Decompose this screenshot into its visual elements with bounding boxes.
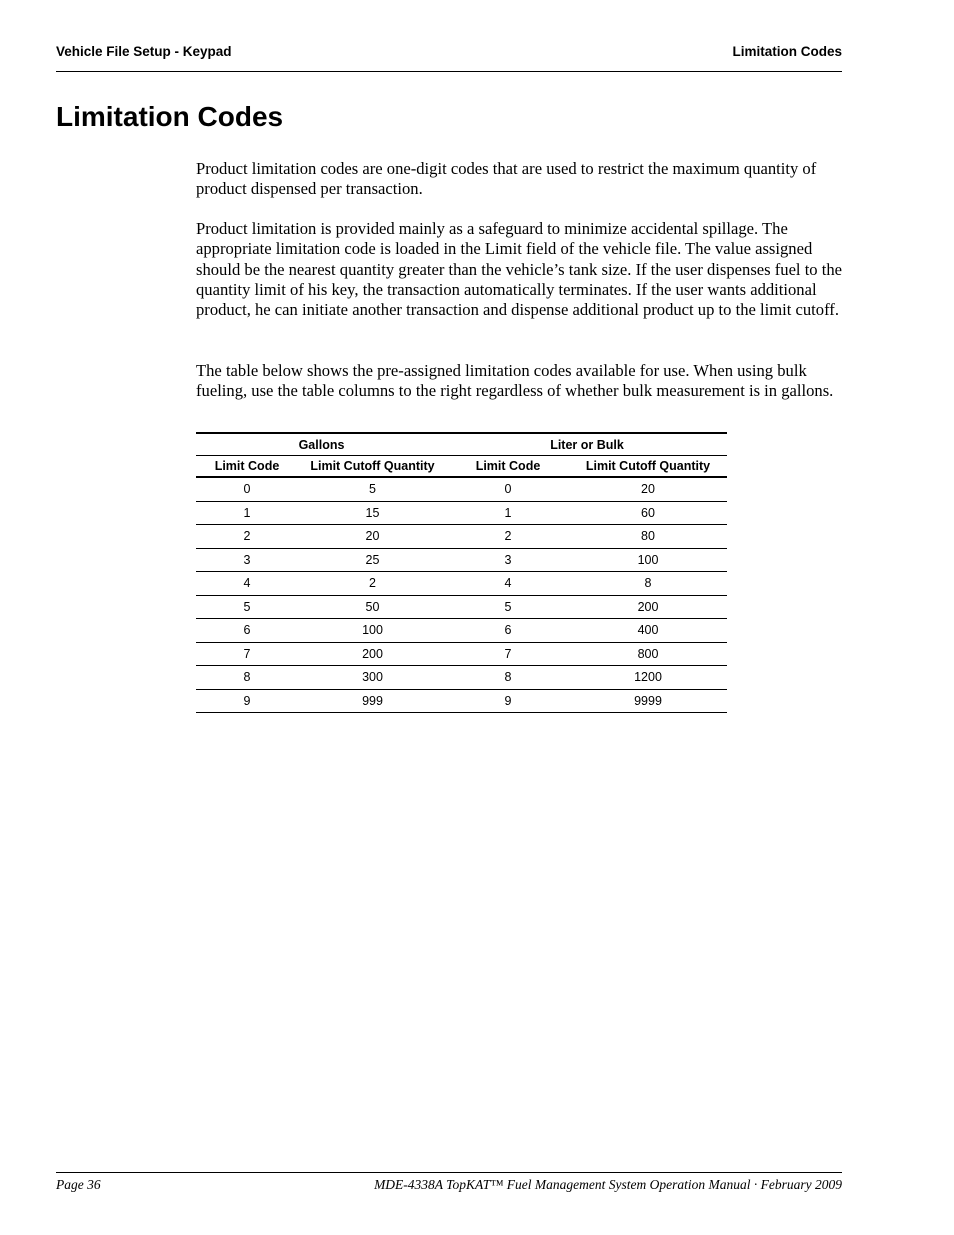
running-header [56,44,842,59]
table-row [196,525,727,549]
table-cell: 200 [569,595,727,619]
table-cell: 100 [298,619,447,643]
document-title: MDE-4338A TopKAT™ Fuel Management System Operation Manual · February 2009 [374,1177,842,1192]
table-row [196,548,727,572]
table-cell: 9 [447,689,569,713]
group-header-gallons: Gallons [196,433,447,456]
table-cell: 0 [196,477,298,501]
paragraph-table-intro: The table below shows the pre-assigned limitation codes available for use. When using bulk fueling, use the table columns to the right regardless of whether bulk measurement is in gallons. [196,361,834,401]
table-cell: 20 [569,477,727,501]
table-cell: 60 [569,501,727,525]
table-cell: 5 [298,477,447,501]
table-cell: 8 [196,666,298,690]
running-footer [56,1177,842,1193]
table-cell: 300 [298,666,447,690]
table-cell: 80 [569,525,727,549]
table-row [196,619,727,643]
table-cell: 2 [196,525,298,549]
table-cell: 1200 [569,666,727,690]
table-cell: 5 [447,595,569,619]
table-cell: 20 [298,525,447,549]
paragraph-intro: Product limitation codes are one-digit codes that are used to restrict the maximum quantity of product dispensed per transaction. [196,159,817,199]
table-cell: 800 [569,642,727,666]
table-cell: 3 [447,548,569,572]
table-group-header-row [196,433,727,456]
table-row [196,572,727,596]
paragraph-purpose: Product limitation is provided mainly as a safeguard to minimize accidental spillage. The appropriate limitation code is loaded in the Limit field of the vehicle file. The value assigned should be the nearest quantity greater than the vehicle’s tank size. If the user dispenses fuel to the quantity limit of his key, the transaction automatically terminates. If the user wants additional product, he can initiate another transaction and dispense additional product up to the limit cutoff. [196,219,843,320]
header-topic-title: Limitation Codes [732,44,842,59]
table-cell: 5 [196,595,298,619]
table-cell: 7 [196,642,298,666]
header-divider [56,71,842,72]
table-cell: 400 [569,619,727,643]
table-row [196,595,727,619]
limitation-codes-table [196,432,727,713]
column-header-gallons-cutoff: Limit Cutoff Quantity [298,456,447,478]
footer-divider [56,1172,842,1173]
table-cell: 999 [298,689,447,713]
table-cell: 100 [569,548,727,572]
table-column-header-row [196,456,727,478]
table-cell: 8 [569,572,727,596]
table-row [196,689,727,713]
column-header-liter-cutoff: Limit Cutoff Quantity [569,456,727,478]
table-cell: 9999 [569,689,727,713]
table-cell: 4 [196,572,298,596]
table-cell: 9 [196,689,298,713]
table-row [196,501,727,525]
column-header-liter-limit-code: Limit Code [447,456,569,478]
table-cell: 6 [447,619,569,643]
table-cell: 6 [196,619,298,643]
page-number: Page 36 [56,1177,101,1192]
table-cell: 2 [447,525,569,549]
group-header-liter-bulk: Liter or Bulk [447,433,727,456]
table-cell: 7 [447,642,569,666]
table-cell: 1 [196,501,298,525]
table-cell: 8 [447,666,569,690]
header-section-title: Vehicle File Setup - Keypad [56,44,232,59]
table-cell: 1 [447,501,569,525]
table-cell: 0 [447,477,569,501]
table-row [196,642,727,666]
column-header-gallons-limit-code: Limit Code [196,456,298,478]
table-cell: 4 [447,572,569,596]
table-cell: 2 [298,572,447,596]
table-row [196,666,727,690]
table-cell: 15 [298,501,447,525]
table-row [196,477,727,501]
table-cell: 3 [196,548,298,572]
table-cell: 200 [298,642,447,666]
table-cell: 50 [298,595,447,619]
page-title: Limitation Codes [56,101,284,132]
table-cell: 25 [298,548,447,572]
